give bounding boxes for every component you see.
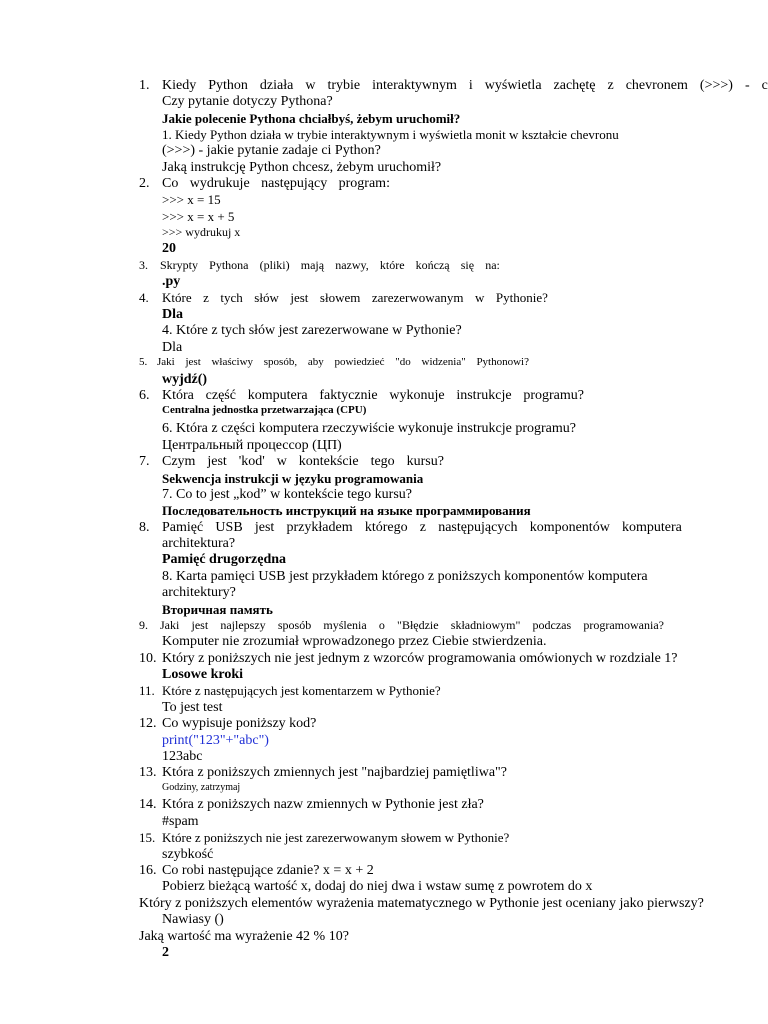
word: jest [290,290,309,305]
word: z [419,520,426,535]
question-4-text [162,291,548,304]
question-17-answer: Nawiasy () [162,912,224,927]
word: USB [215,520,243,535]
word: i [468,78,473,93]
question-1-answer: Jakie polecenie Pythona chciałbyś, żebym uruchomił? [162,111,461,126]
word: Pythonowi? [476,356,529,368]
question-number: 10. [139,651,157,666]
word: o [378,618,385,632]
word: składniowym" [450,618,521,632]
word: właściwy [211,356,254,368]
question-13-text: Która z poniższych zmiennych jest "najbardziej pamiętliwa"? [162,765,507,780]
word: interaktywnym [372,78,457,93]
question-1-text [162,79,768,93]
question-number: 13. [139,765,157,780]
word: kursu? [406,454,444,469]
word: "Błędzie [397,618,439,632]
question-11-text: Które z następujących jest komentarzem w Pythonie? [162,683,441,698]
question-number: 6. [139,388,150,403]
code-line: >>> x = x + 5 [162,209,235,224]
word: programu? [523,388,584,403]
word: z [607,78,614,93]
question-18-answer: 2 [162,945,169,960]
question-5-text [157,357,529,368]
word: zarezerwowanym [371,290,464,305]
word: następujących [438,520,518,535]
question-10-answer: Losowe kroki [162,667,244,682]
question-15-text: Które z poniższych nie jest zarezerwowanym słowem w Pythonie? [162,830,510,845]
word: najlepszy [220,618,266,632]
question-number: 11. [139,683,155,698]
word: sposób, [263,356,298,368]
word: komputera [622,520,682,535]
word: którego [364,520,408,535]
word: słów [254,290,279,305]
word: Skrypty [160,258,199,272]
word: trybie [327,78,361,93]
word: Python [208,78,248,93]
word: które [379,258,405,272]
question-1-line2: Czy pytanie dotyczy Pythona? [162,94,333,109]
question-8-answer: Pamięć drugorzędna [162,552,287,567]
question-16-answer: Pobierz bieżącą wartość x, dodaj do niej dwa i wstaw sumę z powrotem do x [162,879,593,894]
word: w [475,290,485,305]
word: widzenia" [421,356,466,368]
question-8-line2: architektura? [162,536,236,551]
question-17-text: Który z poniższych elementów wyrażenia matematycznego w Pythonie jest oceniany jako pierwszy? [139,896,704,911]
question-number: 7. [139,454,150,469]
word: 'kod' [238,454,265,469]
word: się [460,258,475,272]
word: przykładem [286,520,353,535]
code-line: >>> wydrukuj x [162,225,241,239]
question-14-text: Która z poniższych nazw zmiennych w Pythonie jest zła? [162,797,484,812]
question-12-text: Co wypisuje poniższy kod? [162,716,317,731]
word: zachętę [553,78,596,93]
question-12-code: print("123"+"abc") [162,733,269,748]
word: działa [259,78,294,93]
word: jest [254,520,275,535]
word: kończą [415,258,450,272]
question-number: 2. [139,176,150,191]
question-14-answer: #spam [162,814,199,829]
word: Pamięć [162,520,204,535]
word: nazwy, [335,258,369,272]
word: (pliki) [259,258,290,272]
word: Czym [162,454,196,469]
question-7-alt: 7. Co to jest „kod” w kontekście tego kursu? [162,487,413,502]
question-3-text [160,259,500,271]
question-4-alt: 4. Które z tych słów jest zarezerwowane w Pythonie? [162,323,462,338]
word: w [276,454,287,469]
word: w [305,78,316,93]
word: następujący [261,176,328,191]
word: podczas [532,618,572,632]
question-12-answer: 123abc [162,749,203,764]
word: na: [485,258,500,272]
word: Które [162,290,192,305]
word: wykonuje [389,388,445,403]
word: chevronem [625,78,688,93]
word: - [744,78,750,93]
word: (>>>) [699,78,733,93]
question-1-alt-line1: 1. Kiedy Python działa w trybie interaktywnym i wyświetla monit w kształcie chevronu [162,127,619,142]
question-2-text [162,177,390,191]
word: komponentów [529,520,610,535]
word: faktycznie [319,388,378,403]
question-number: 9. [139,618,148,632]
question-number: 1. [139,78,150,93]
question-6-alt: 6. Która z części komputera rzeczywiście wykonuje instrukcje programu? [162,421,576,436]
word: Kiedy [162,78,197,93]
question-15-answer: szybkość [162,847,214,862]
question-8-alt-line2: architektury? [162,585,236,600]
code-line: >>> x = 15 [162,192,221,207]
question-1-alt-line2: (>>>) - jakie pytanie zadaje ci Python? [162,143,381,158]
question-11-answer: To jest test [162,700,223,715]
question-10-text: Który z poniższych nie jest jednym z wzorców programowania omówionych w rozdziale 1? [162,651,678,666]
word: jest [191,618,209,632]
question-13-answer: Godziny, zatrzymaj [162,782,241,793]
question-7-text [162,455,444,469]
word: instrukcje [456,388,512,403]
word: program: [338,176,390,191]
word: Która [162,388,194,403]
question-1-alt-line3: Jaką instrukcję Python chcesz, żebym uruchomił? [162,160,442,175]
word: Jaki [157,356,175,368]
word: część [205,388,236,403]
word: programowania? [583,618,664,632]
word: z [203,290,209,305]
question-number: 8. [139,520,150,535]
question-number: 15. [139,830,156,845]
question-number: 4. [139,290,149,305]
question-5-answer: wyjdź() [162,372,208,387]
question-6-answer: Centralna jednostka przetwarzająca (CPU) [162,404,367,416]
word: wydrukuje [189,176,250,191]
word: aby [307,356,324,368]
word: słowem [319,290,361,305]
question-8-alt-line1: 8. Karta pamięci USB jest przykładem którego z poniższych komponentów komputera [162,569,648,584]
word: jest [207,454,227,469]
question-4-alt-answer: Dla [162,340,183,355]
question-18-text: Jaką wartość ma wyrażenie 42 % 10? [139,929,349,944]
question-number: 12. [139,716,157,731]
question-8-alt-answer: Вторичная память [162,602,273,617]
question-8-text [162,521,682,535]
word: myślenia [323,618,367,632]
word: komputera [247,388,308,403]
word: tego [370,454,395,469]
question-number: 14. [139,797,157,812]
word: "do [395,356,411,368]
question-4-answer: Dla [162,307,183,322]
word: wyświetla [484,78,542,93]
question-number: 3. [139,258,148,272]
word: jest [185,356,201,368]
word: tych [220,290,243,305]
word: powiedzieć [334,356,385,368]
question-9-answer: Komputer nie zrozumiał wprowadzonego przez Ciebie stwierdzenia. [162,634,547,649]
question-16-text: Co robi następujące zdanie? x = x + 2 [162,863,374,878]
question-2-answer: 20 [162,241,176,256]
question-6-text [162,389,584,403]
word: Jaki [160,618,180,632]
word: Pythona [209,258,249,272]
question-3-answer: .py [162,274,181,289]
word: c [761,78,768,93]
word: sposób [277,618,312,632]
question-number: 5. [139,356,148,368]
word: kontekście [298,454,359,469]
question-number: 16. [139,863,157,878]
word: Pythonie? [495,290,548,305]
question-7-alt-answer: Последовательность инструкций на языке программирования [162,503,531,518]
question-7-answer: Sekwencja instrukcji w języku programowania [162,471,424,486]
word: mają [300,258,325,272]
question-6-alt-answer: Центральный процессор (ЦП) [162,438,342,453]
word: Co [162,176,179,191]
question-9-text [160,619,664,631]
